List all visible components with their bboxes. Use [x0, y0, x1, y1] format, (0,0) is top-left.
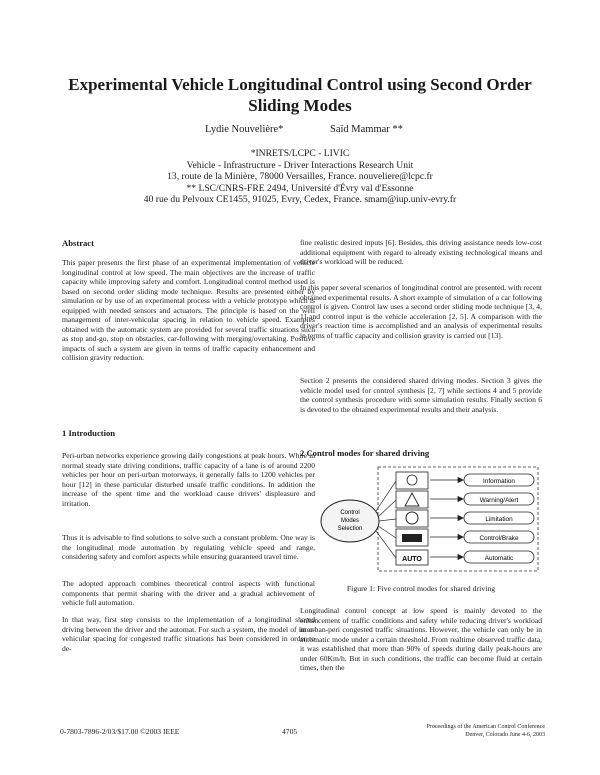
ellipse-label: Modes	[340, 518, 360, 524]
proceedings-line: Denver, Colorado June 4-6, 2003	[465, 731, 545, 738]
mode-label: Automatic	[484, 555, 514, 562]
ellipse-label: Selection	[337, 526, 363, 532]
ellipse-label: Control	[340, 510, 360, 516]
figure-control-modes	[318, 465, 540, 575]
auto-label: AUTO	[402, 556, 422, 563]
abstract-text: This paper presents the first phase of an experimental implementation of vehicle longitudinal control at low speed. The main objectives are the increase of traffic capacity while improving safety and comfort. Longitudinal control method used is based on second order sliding mode technique. Results are presented either by simulation or by use of an experimental process with a vehicle prototype which is equipped with needed sensors and actuators. The principle is based on the well management of inter-vehicular spacing in relation to vehicle speed. Examples obtained with the automatic system are provided for several traffic situations such as stop and-go, stop on obstacles, car-following with merging/overtaking. Positive impacts of such a system are given in terms of traffic capacity enhancement and collision gravity reduction.	[62, 258, 315, 362]
body-paragraph: In this paper several scenarios of longitudinal control are presented, with recent obtained experimental results. A short example of simulation of a car following control is given. Control law uses a second order sliding mode technique [3, 4, 1] and control input is the vehicle acceleration [2, 5]. A comparison with the driver's reaction time is accomplished and an analysis of experimental results in terms of traffic capacity and collision gravity is carried out [13].	[300, 283, 542, 340]
intro-paragraph: The adopted approach combines theoretical control aspects with functional components that permit sharing with the driver and a gradual achievement of vehicle full automation.	[62, 579, 315, 607]
abstract-heading: Abstract	[62, 238, 94, 248]
intro-paragraph: Thus it is advisable to find solutions to solve such a constant problem. One way is the longitudinal mode automation by regulating vehicle speed and range, considering safety and comfort aspects while ensuring guaranteed travel time.	[62, 533, 315, 561]
mode-icon-column	[396, 472, 428, 565]
intro-paragraph: In that way, first step consists to the implementation of a longitudinal shared driving between the driver and the automat. For such a system, the model of inter-vehicular spacing for congested traffic situations has been considered in order to de-	[62, 615, 315, 653]
paper-title	[60, 74, 540, 116]
intro-paragraph: Peri-urban networks experience growing daily congestions at peak hours. While in normal steady state driving conditions, traffic capacity of a lane is of around 2200 vehicles per hour on peri-urban motorways, it generally falls to 1200 vehicles per hour [12] in these particular disturbed unsafe traffic conditions. In addition the increase of the spent time and the workload cause drivers' displeasure and irritation.	[62, 451, 315, 508]
page-number: 4705	[282, 727, 298, 736]
mode-arrows	[430, 478, 463, 560]
mode-label: Warning/Alert	[479, 497, 519, 504]
mode-label: Limitation	[485, 516, 513, 523]
footer-copyright: 0-7803-7896-2/03/$17.00 ©2003 IEEE	[60, 727, 180, 736]
affiliation-line: ** LSC/CNRS-FRE 2494, Université d'Évry val d'Essonne	[186, 182, 414, 194]
body-paragraph: fine realistic desired inputs [6]. Besides, this driving assistance needs low-cost additional equipment with regard to already existing technological means and driver's workload will be reduced.	[300, 238, 542, 266]
footer-proceedings	[410, 724, 545, 739]
proceedings-line: Proceedings of the American Control Conference	[426, 724, 545, 730]
section2-heading: 2 Control modes for shared driving	[300, 448, 430, 458]
affiliation-line: *INRETS/LCPC - LIVIC	[250, 148, 350, 159]
affiliation-line: 13, route de la Minière, 78000 Versailles, France. nouveliere@lcpc.fr	[167, 171, 433, 183]
affiliation-line: 40 rue du Pelvoux CE1455, 91025, Evry, Cedex, France. smam@iup.univ-evry.fr	[143, 194, 457, 206]
author-second: Saïd Mammar **	[330, 124, 403, 135]
body-paragraph: Section 2 presents the considered shared driving modes. Section 3 gives the vehicle model used for control synthesis [2, 7] while sections 4 and 5 provide the control synthesis procedure with some simulation results. Finally section 6 is devoted to the obtained experimental results and their analysis.	[300, 376, 542, 414]
author-first: Lydie Nouvelière*	[205, 124, 284, 135]
section2-text: Longitudinal control concept at low speed is mainly devoted to the enhancement of traffic conditions and safety while reducing driver's workload in urban-peri congested traffic situations. However, the vehicle can only be in automatic mode under a certain threshold. From realtime observed traffic data, it was established that more than 90% of speeds during daily peak-hours are under 60Km/h. But in such conditions, the traffic can become fluid at certain times, then the	[300, 606, 542, 672]
mode-labels	[464, 474, 534, 563]
info-icon	[396, 472, 428, 489]
figure-caption: Figure 1: Five control modes for shared driving	[346, 584, 496, 593]
mode-label: Information	[483, 478, 515, 485]
affiliation-block	[60, 148, 540, 206]
title-line-2: Sliding Modes	[248, 96, 352, 115]
affiliation-line: Vehicle - Infrastructure - Driver Interactions Research Unit	[186, 159, 414, 171]
intro-heading: 1 Introduction	[62, 428, 116, 438]
mode-label: Control/Brake	[479, 535, 519, 542]
title-line-1: Experimental Vehicle Longitudinal Control using Second Order	[68, 75, 532, 94]
